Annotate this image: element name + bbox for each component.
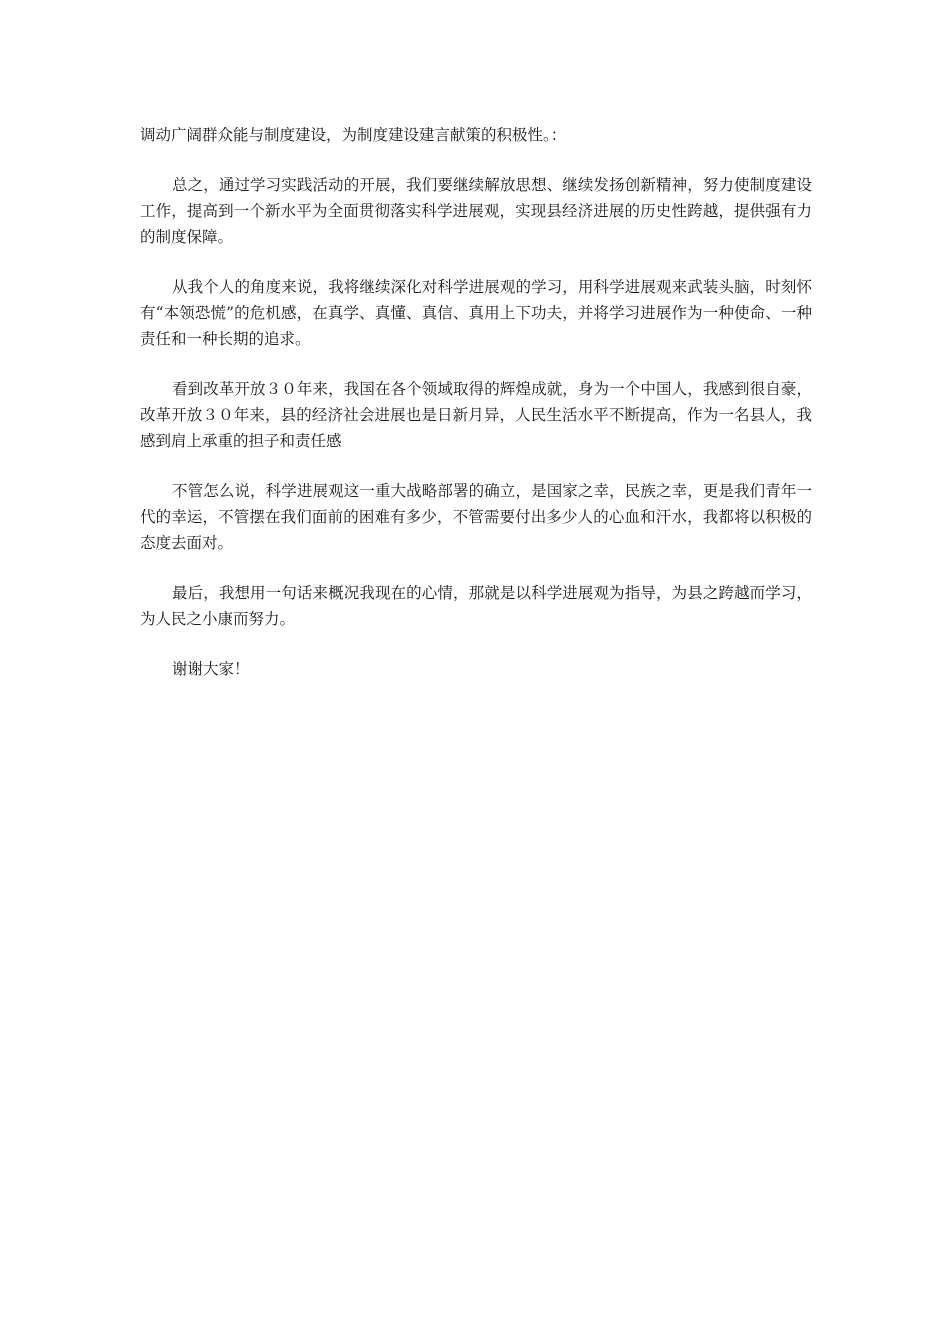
paragraph-reform: 看到改革开放３０年来，我国在各个领域取得的辉煌成就，身为一个中国人，我感到很自豪，改革开放３０年来，县的经济社会进展也是日新月异，人民生活水平不断提高，作为一名县人，我感到肩上承重的担子和责任感 — [140, 380, 812, 450]
paragraph-final: 最后，我想用一句话来概况我现在的心情，那就是以科学进展观为指导，为县之跨越而学习，为人民之小康而努力。 — [140, 584, 812, 628]
paragraph-conclusion: 总之，通过学习实践活动的开展，我们要继续解放思想、继续发扬创新精神，努力使制度建设工作，提高到一个新水平为全面贯彻落实科学进展观，实现县经济进展的历史性跨越，提供强有力的制度保障。 — [140, 176, 812, 246]
paragraph-thanks: 谢谢大家！ — [172, 660, 250, 678]
document-body — [140, 122, 812, 706]
paragraph-personal: 从我个人的角度来说，我将继续深化对科学进展观的学习，用科学进展观来武装头脑，时刻怀有“本领恐慌”的危机感，在真学、真懂、真信、真用上下功夫，并将学习进展作为一种使命、一种责任和一种长期的追求。 — [140, 278, 812, 348]
paragraph-strategy: 不管怎么说，科学进展观这一重大战略部署的确立，是国家之幸，民族之幸，更是我们青年一代的幸运，不管摆在我们面前的困难有多少，不管需要付出多少人的心血和汗水，我都将以积极的态度去面对。 — [140, 482, 812, 552]
paragraph-continuation: 调动广阔群众能与制度建设，为制度建设建言献策的积极性。： — [140, 126, 567, 144]
